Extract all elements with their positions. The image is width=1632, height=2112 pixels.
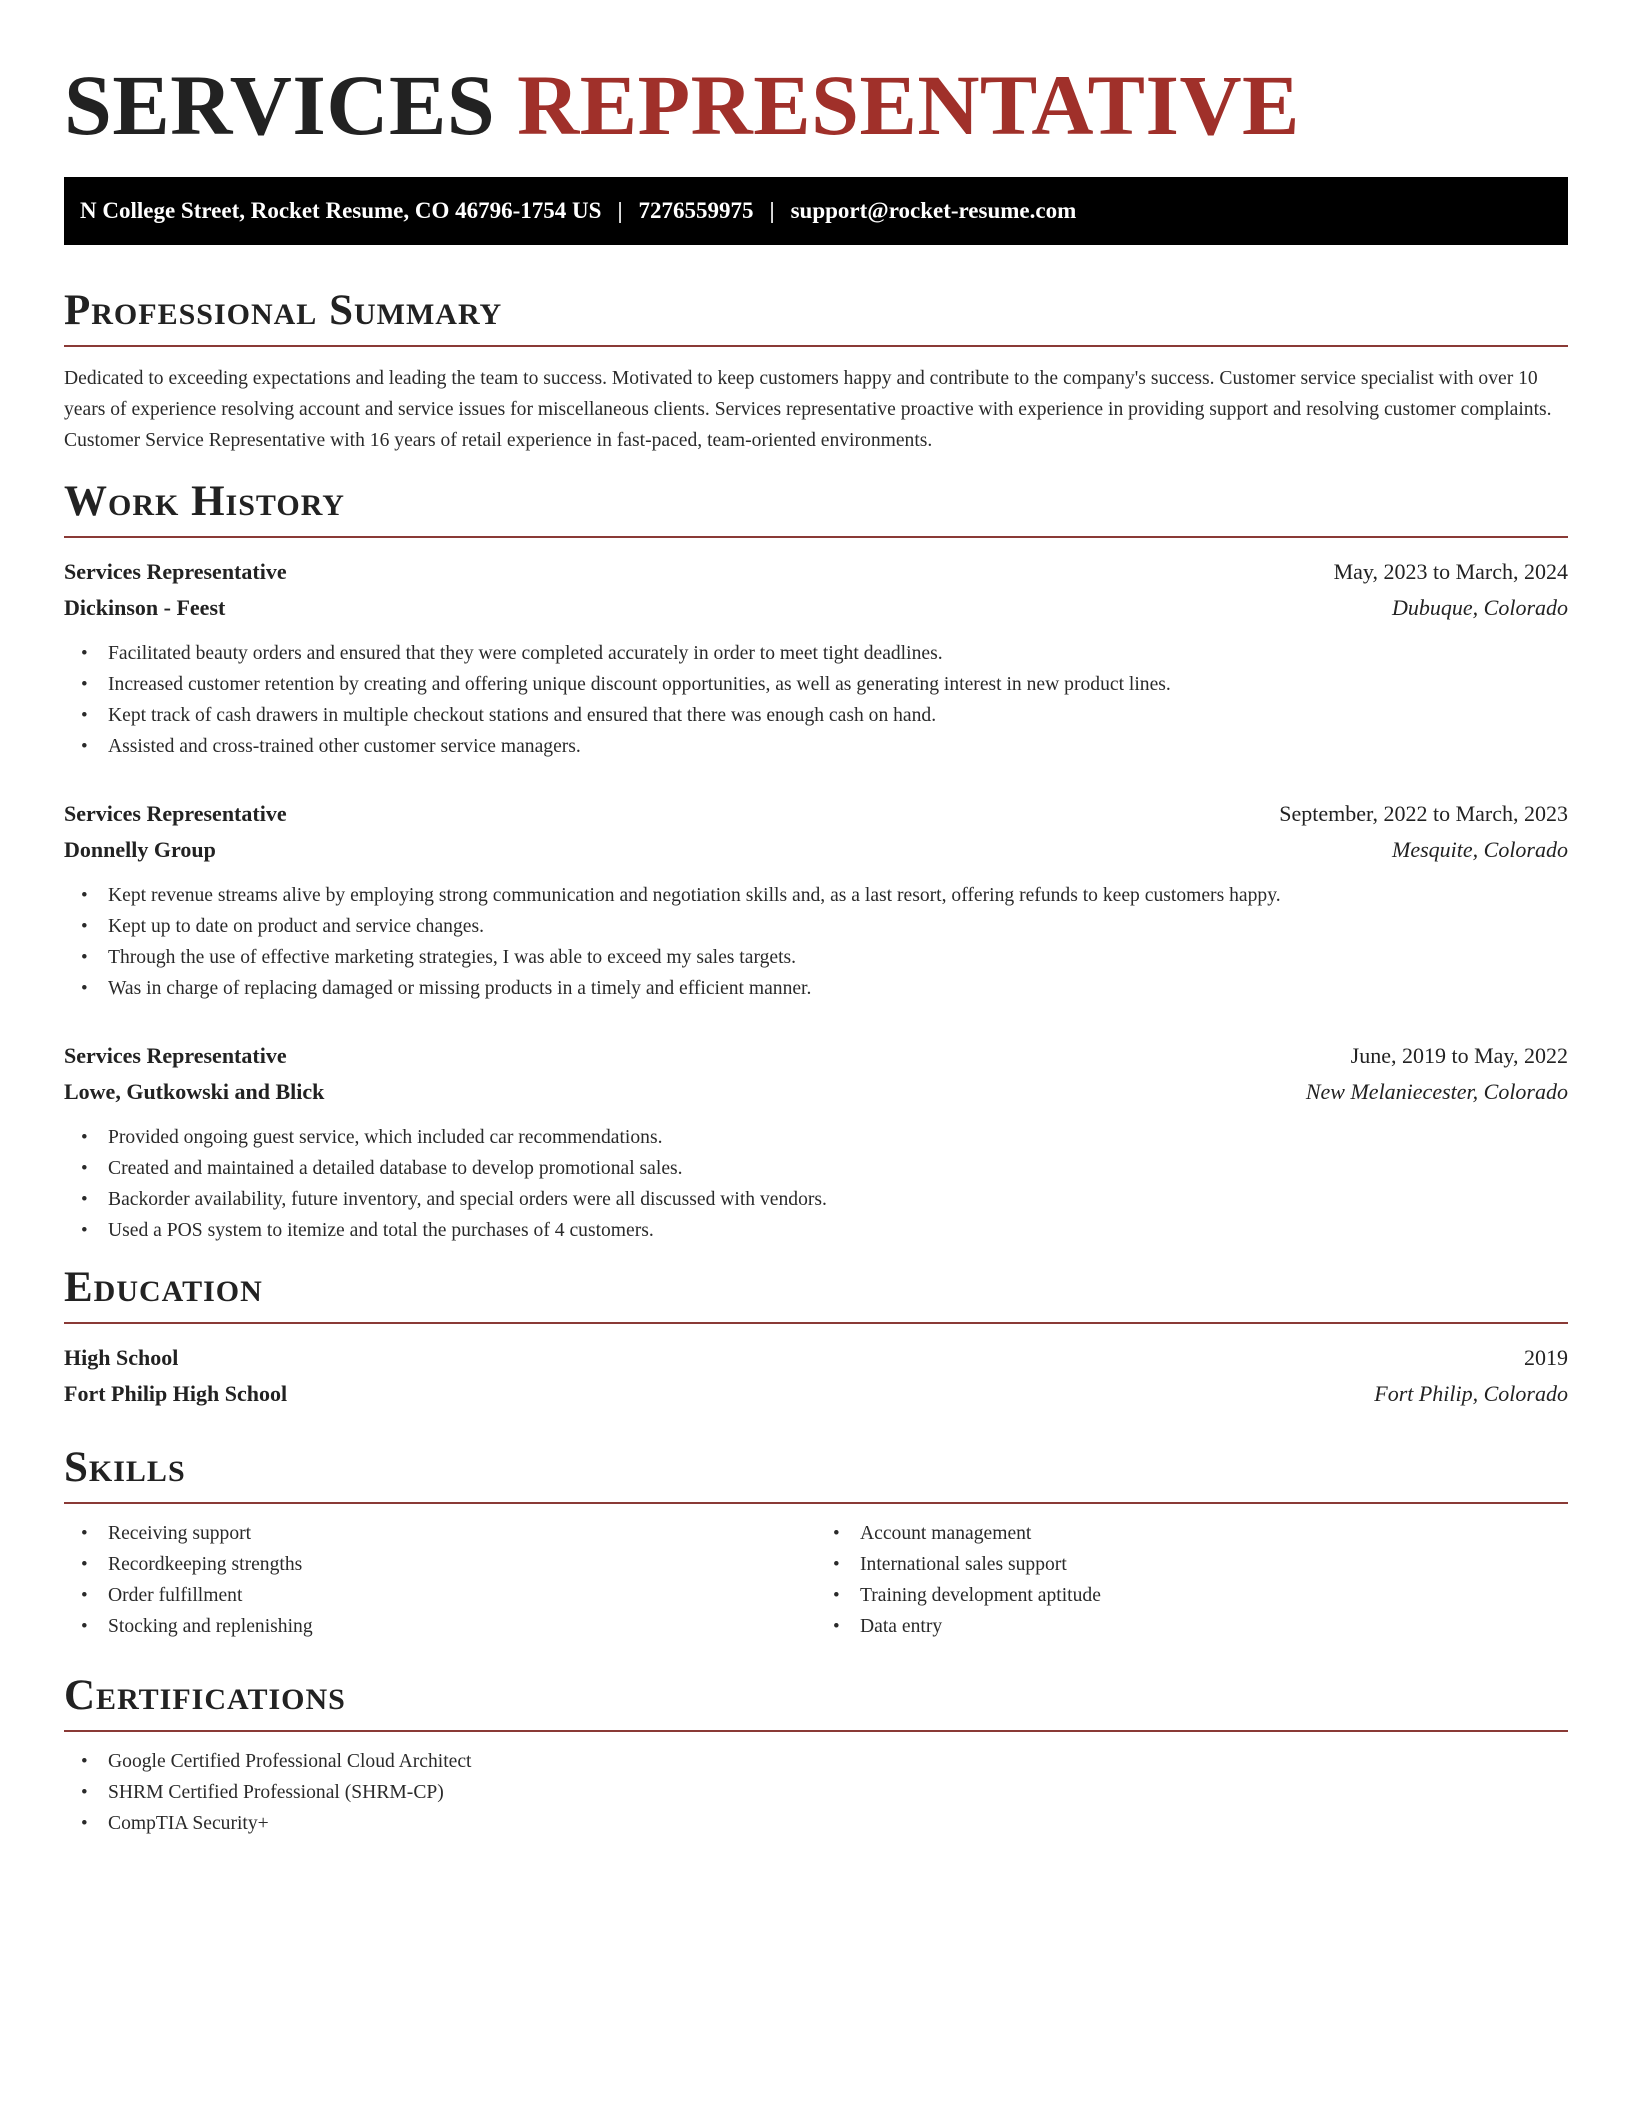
certifications-section [64,1670,1568,1839]
education-location: Fort Philip, Colorado [1374,1381,1568,1406]
list-item: • Provided ongoing guest service, which included car recommendations. [64,1122,1568,1153]
job-entry [64,796,1568,1004]
work-history-section [64,476,1568,1246]
education-degree: High School [64,1345,179,1370]
list-item: • Order fulfillment [64,1580,816,1611]
contact-bar [64,177,1568,245]
section-title-summary: Professional Summary [64,287,503,334]
job-dates: June, 2019 to May, 2022 [1350,1043,1568,1068]
section-title-education: Education [64,1264,263,1311]
job-bullets [64,880,1568,1004]
list-item: • Stocking and replenishing [64,1611,816,1642]
job-bullets [64,1122,1568,1246]
section-divider [64,1322,1568,1324]
contact-address: N College Street, Rocket Resume, CO 46796-1754 US [80,198,602,223]
certifications-list [64,1746,1568,1839]
contact-phone: 7276559975 [638,198,754,223]
job-role: Services Representative [64,559,287,584]
section-title-work: Work History [64,478,345,525]
list-item: • Receiving support [64,1518,816,1549]
list-item: • CompTIA Security+ [64,1808,1568,1839]
section-divider [64,1502,1568,1504]
list-item: • Through the use of effective marketing strategies, I was able to exceed my sales targets. [64,942,1568,973]
list-item: • Used a POS system to itemize and total the purchases of 4 customers. [64,1215,1568,1246]
job-bullets [64,638,1568,762]
list-item: • Facilitated beauty orders and ensured that they were completed accurately in order to meet tight deadlines. [64,638,1568,669]
job-company: Lowe, Gutkowski and Blick [64,1079,325,1104]
summary-section [64,285,1568,456]
list-item: • Assisted and cross-trained other customer service managers. [64,731,1568,762]
list-item: • Google Certified Professional Cloud Architect [64,1746,1568,1777]
job-company: Donnelly Group [64,837,216,862]
list-item: • Kept track of cash drawers in multiple checkout stations and ensured that there was enough cash on hand. [64,700,1568,731]
education-year: 2019 [1524,1345,1568,1370]
list-item: • Created and maintained a detailed database to develop promotional sales. [64,1153,1568,1184]
skills-column-left [64,1518,816,1642]
skills-column-right [816,1518,1568,1642]
education-school: Fort Philip High School [64,1381,288,1406]
list-item: • Training development aptitude [816,1580,1568,1611]
list-item: • Was in charge of replacing damaged or missing products in a timely and efficient manner. [64,973,1568,1004]
job-dates: September, 2022 to March, 2023 [1279,801,1568,826]
list-item: • Data entry [816,1611,1568,1642]
job-location: New Melaniecester, Colorado [1305,1079,1568,1104]
job-entry [64,554,1568,762]
section-title-certifications: Certifications [64,1672,346,1719]
education-section [64,1262,1568,1412]
list-item: • SHRM Certified Professional (SHRM-CP) [64,1777,1568,1808]
job-dates: May, 2023 to March, 2024 [1333,559,1568,584]
job-company: Dickinson - Feest [64,595,226,620]
contact-email: support@rocket-resume.com [790,198,1077,223]
contact-separator: | [617,198,623,223]
list-item: • International sales support [816,1549,1568,1580]
list-item: • Backorder availability, future inventory, and special orders were all discussed with vendors. [64,1184,1568,1215]
name-last: REPRESENTATIVE [517,57,1300,153]
contact-separator: | [769,198,775,223]
list-item: • Increased customer retention by creating and offering unique discount opportunities, as well as generating interest in new product lines. [64,669,1568,700]
skills-list [64,1518,1568,1642]
name-first: SERVICES [64,57,496,153]
section-divider [64,1730,1568,1732]
job-entry [64,1038,1568,1246]
job-role: Services Representative [64,801,287,826]
list-item: • Kept up to date on product and service changes. [64,911,1568,942]
section-divider [64,536,1568,538]
job-location: Mesquite, Colorado [1392,837,1568,862]
job-role: Services Representative [64,1043,287,1068]
list-item: • Kept revenue streams alive by employing strong communication and negotiation skills and, as a last resort, offering refunds to keep customers happy. [64,880,1568,911]
list-item: • Recordkeeping strengths [64,1549,816,1580]
skills-section [64,1442,1568,1642]
resume-name [64,0,1568,177]
summary-text: Dedicated to exceeding expectations and leading the team to success. Motivated to keep customers happy and contribute to the company's success. Customer service specialist with over 10 years of experience resolving account and service issues for miscellaneous clients. Services representative proactive with experience in providing support and resolving customer complaints. Customer Service Representative with 16 years of retail experience in fast-paced, team-oriented environments. [64,368,1552,451]
section-title-skills: Skills [64,1444,186,1491]
list-item: • Account management [816,1518,1568,1549]
section-divider [64,345,1568,347]
job-location: Dubuque, Colorado [1392,595,1568,620]
